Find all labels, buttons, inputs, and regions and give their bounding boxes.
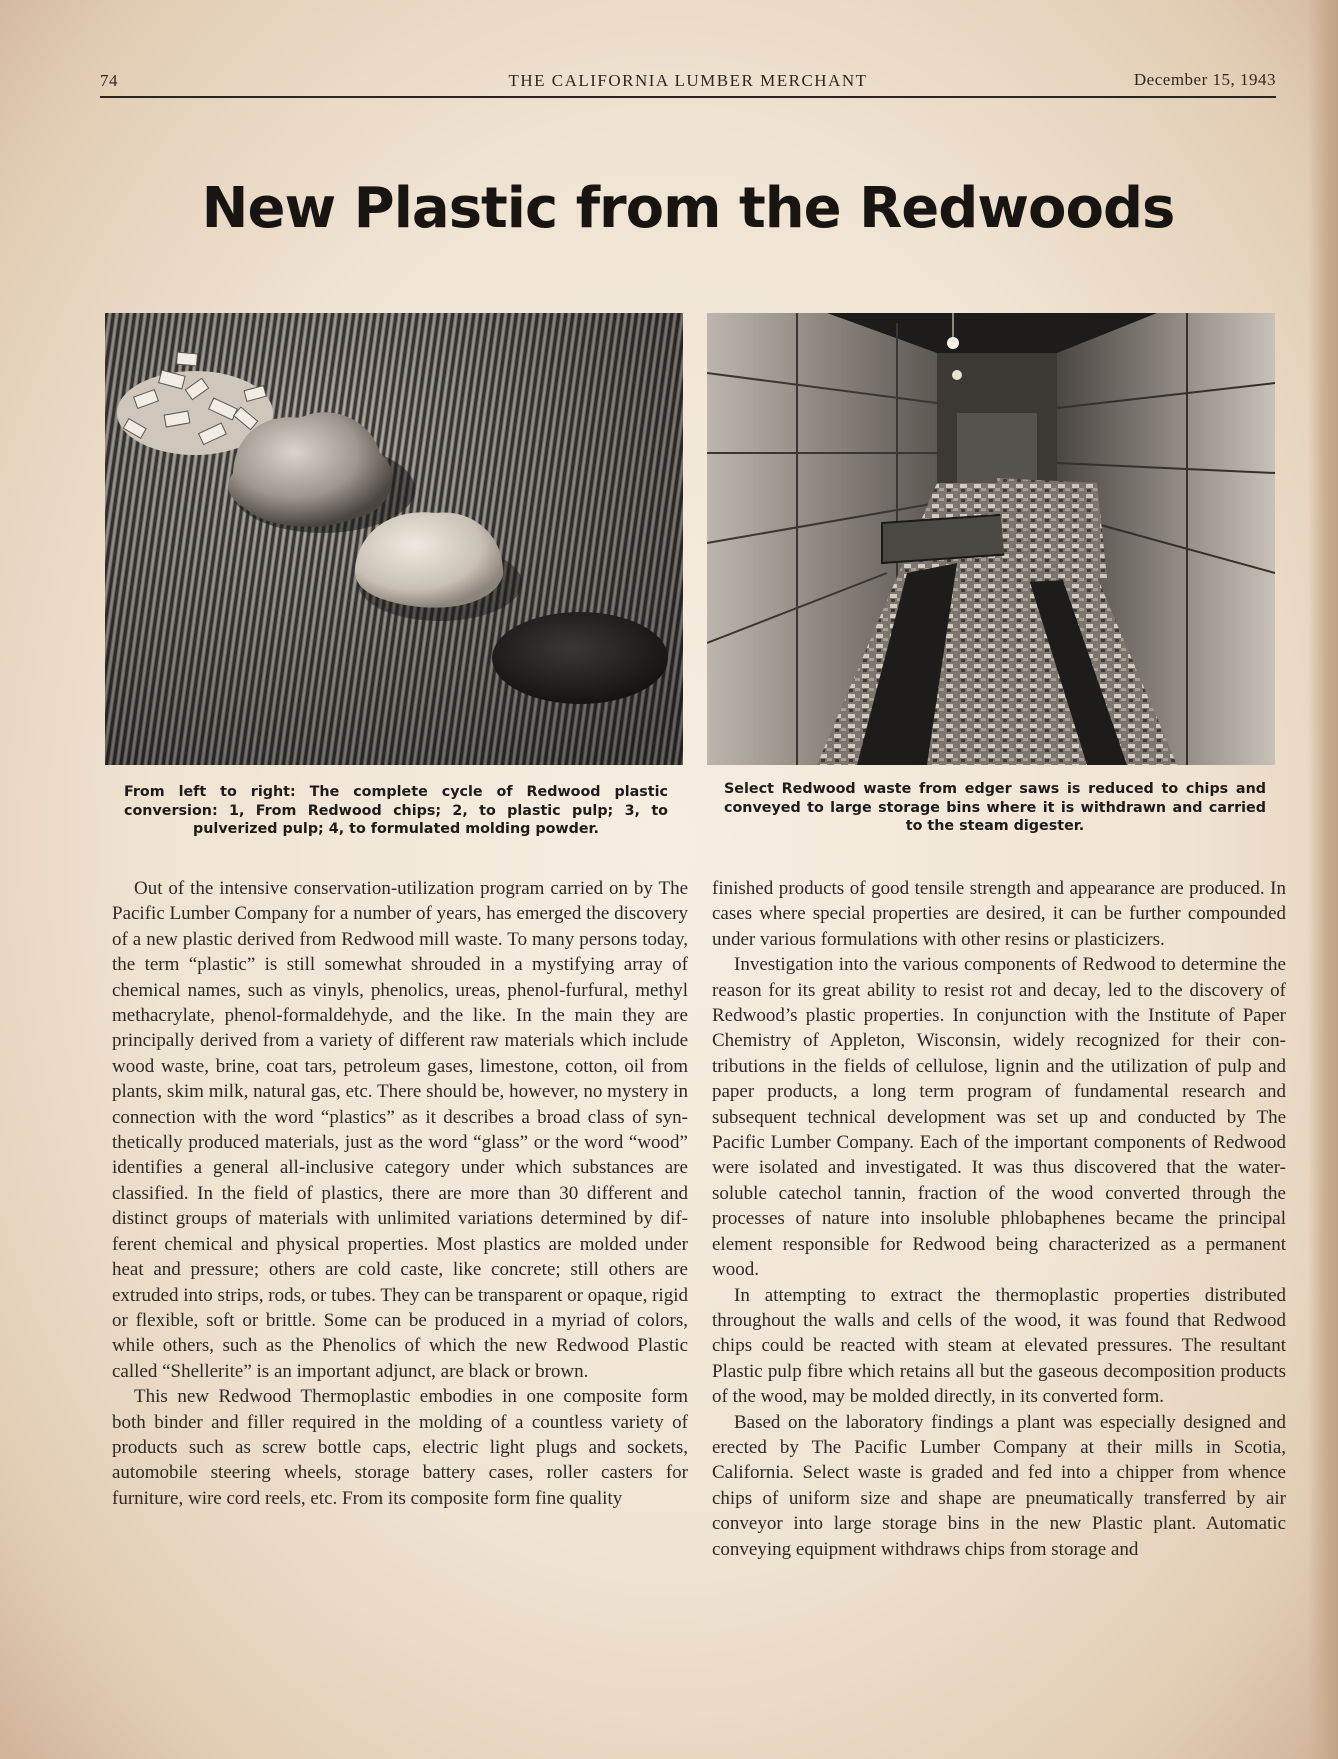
- paragraph: Based on the laboratory findings a plant was especially designed and erected by The Pacific Lumber Company at their mills in Scotia, California. Select waste is graded and fed into a chipper from whence chips of uniform size and shape are pneumatically transferred by air conveyor into large storage bins in the new Plastic plant. Automatic conveying equipment withdraws chips from storage and: [712, 1411, 1286, 1560]
- page-edge-shadow: [1308, 0, 1338, 1759]
- paragraph: This new Redwood Thermoplastic embodies in one composite form both binder and filler required in the molding of a countless variety of products such as screw bottle caps, electric light plugs and sockets, automobile steering wheels, storage battery cases, roller casters for furniture, wire cord reels, etc. From its composite form fine quality: [112, 1386, 688, 1509]
- paragraph: Investigation into the various components of Redwood to determine the reason for its great ability to resist rot and decay, led to the discovery of Redwood’s plastic properties. In conjunction with the Institute of Paper Chemistry of Appleton, Wisconsin, widely recognized for their contributions in the fields of cellulose, lignin and the utilization of pulp and paper products, a long term program of fundamental research and subsequent technical development was set up and conducted by The Pacific Lumber Company. Each of the important components of Redwood were isolated and investigated. It was thus discovered that the water-soluble catechol tannin, fraction of the wood converted through the processes of nature into insoluble phlobaphenes became the principal element responsible for Redwood being characterized as a permanent wood.: [712, 954, 1286, 1281]
- molding-powder-pile: [492, 612, 668, 704]
- body-column-right: [712, 876, 1286, 1562]
- publication-name: THE CALIFORNIA LUMBER MERCHANT: [508, 71, 868, 90]
- right-photo-caption: Select Redwood waste from edger saws is reduced to chips and conveyed to large storage bins where it is withdrawn and carried to the steam digester.: [724, 781, 1266, 834]
- body-column-left: [112, 876, 688, 1511]
- paragraph: Out of the intensive conservation-utilization program carried on by The Pacific Lumber Company for a number of years, has emerged the discovery of a new plastic derived from Redwood mill waste. To many persons today, the term “plastic” is still somewhat shrouded in a mystifying array of chemical names, such as vinyls, phenolics, ureas, phenol-furfural, methyl methacrylate, phenol-formaldehyde, and the like. In the main they are principally derived from a variety of different raw materials which include wood waste, brine, coat tars, petroleum gases, limestone, cotton, oil from plants, skim milk, natural gas, etc. There should be, however, no mystery in connection with the word “plastics” as it describes a broad class of synthetically produced materials, just as the word “glass” or the word “wood” identifies a general all-inclusive category under which substances are classified. In the field of plastics, there are more than 30 different and distinct groups of materials with unlimited variations determined by different chemical and physical properties. Most plastics are molded under heat and pressure; others are cold caste, like concrete; still others are extruded into strips, rods, or tubes. They can be transparent or opaque, rigid or flexible, soft or brittle. Some can be produced in a myriad of colors, while others, such as the Phenolics of which the new Redwood Plastic called “Shellerite” is an important adjunct, are black or brown.: [112, 878, 688, 1382]
- issue-date: December 15, 1943: [1133, 70, 1276, 89]
- paragraph: finished products of good tensile strength and appearance are produced. In cases where special properties are desired, it can be further compounded under various formulations with other resins or plasticizers.: [712, 878, 1286, 950]
- article-title: New Plastic from the Redwoods: [201, 176, 1175, 241]
- plastic-conversion-photo: [105, 313, 683, 765]
- left-photo-caption: From left to right: The complete cycle of Redwood plastic conversion: 1, From Redwood chips; 2, to plastic pulp; 3, to pulverized pulp; 4, to formulated molding powder.: [124, 784, 668, 837]
- page-number: 74: [100, 71, 118, 90]
- paragraph: In attempting to extract the thermoplastic properties distributed throughout the walls and cells of the wood, it was found that Redwood chips could be reacted with steam at elevated pressures. The resultant Plastic pulp fibre which retains all but the gaseous decomposition products of the wood, may be molded directly, in its converted form.: [712, 1284, 1286, 1408]
- running-header: [100, 68, 1276, 98]
- chip-storage-conveyor-photo: [707, 313, 1275, 765]
